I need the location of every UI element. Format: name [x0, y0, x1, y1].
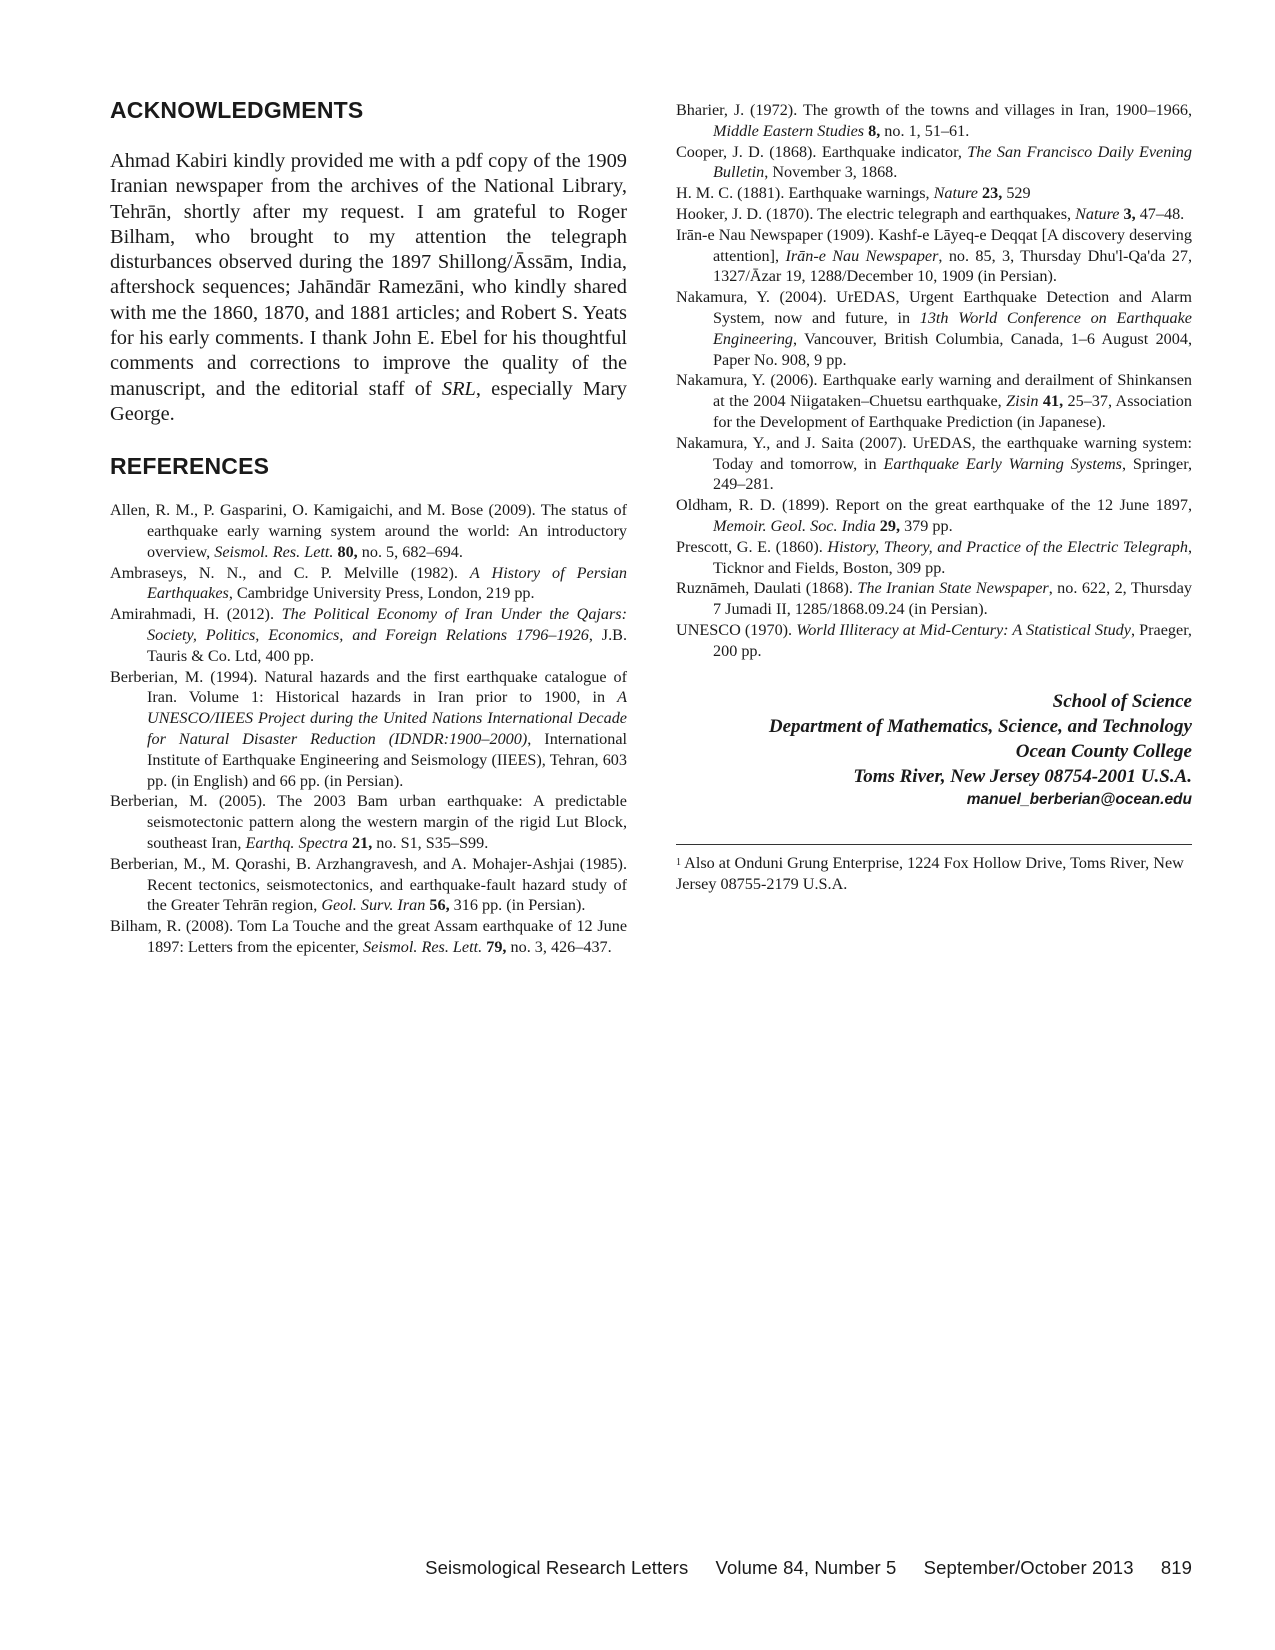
address-city: Toms River, New Jersey 08754-2001 U.S.A. — [853, 765, 1192, 787]
reference-entry: Amirahmadi, H. (2012). The Political Economy of Iran Under the Qajars: Society, Politics, Economics, and Foreign Relations 1796–1926, J.B. Tauris & Co. Ltd, 400 pp. — [110, 605, 627, 665]
address-college: Ocean County College — [1015, 740, 1192, 762]
reference-entry: Allen, R. M., P. Gasparini, O. Kamigaichi, and M. Bose (2009). The status of earthquake early warning system around the world: An introductory overview, Seismol. Res. Lett. 80, no. 5, 682–694. — [110, 501, 627, 561]
reference-entry: Prescott, G. E. (1860). History, Theory, and Practice of the Electric Telegraph, Ticknor and Fields, Boston, 309 pp. — [676, 537, 1193, 577]
reference-entry: Nakamura, Y. (2004). UrEDAS, Urgent Earthquake Detection and Alarm System, now and future, in 13th World Conference on Earthquake Engineering, Vancouver, British Columbia, Canada, 1–6 August 2004, Paper No. 908, 9 pp. — [676, 288, 1192, 369]
reference-entry: H. M. C. (1881). Earthquake warnings, Nature 23, 529 — [676, 184, 1031, 203]
footnote-divider — [676, 844, 1192, 845]
footer-journal-name: Seismological Research Letters — [425, 1557, 689, 1578]
author-address — [676, 689, 1192, 811]
page-footer — [425, 1557, 1192, 1579]
reference-entry: UNESCO (1970). World Illiteracy at Mid-Century: A Statistical Study, Praeger, 200 pp. — [676, 620, 1192, 660]
address-school: School of Science — [1052, 690, 1192, 712]
footnote — [676, 853, 1192, 895]
reference-list-left — [110, 500, 627, 958]
footnote-marker: 1 — [676, 856, 681, 868]
reference-entry: Ruznāmeh, Daulati (1868). The Iranian State Newspaper, no. 622, 2, Thursday 7 Jumadi II, 1285/1868.09.24 (in Persian). — [676, 579, 1192, 619]
reference-entry: Berberian, M., M. Qorashi, B. Arzhangravesh, and A. Mohajer-Ashjai (1985). Recent tectonics, seismotectonics, and earthquake-fault hazard study of the Greater Tehrān region, Geol. Surv. Iran 56, 316 pp. (in Persian). — [110, 854, 627, 915]
acknowledgments-paragraph: Ahmad Kabiri kindly provided me with a pdf copy of the 1909 Iranian newspaper from the archives of the National Library, Tehrān, shortly after my request. I am grateful to Roger Bilham, who brought to my attention the telegraph disturbances observed during the 1897 Shillong/Āssām, India, aftershock sequences; Jahāndār Ramezāni, who kindly shared with me the 1860, 1870, and 1881 articles; and Robert S. Yeats for his early comments. I thank John E. Ebel for his thoughtful comments and corrections to improve the quality of the manuscript, and the editorial staff of SRL, especially Mary George. — [110, 150, 628, 425]
acknowledgments-heading: ACKNOWLEDGMENTS — [110, 97, 364, 123]
reference-entry: Oldham, R. D. (1899). Report on the great earthquake of the 12 June 1897, Memoir. Geol. Soc. India 29, 379 pp. — [676, 496, 1192, 535]
author-email: manuel_berberian@ocean.edu — [966, 790, 1192, 808]
left-column — [110, 96, 627, 958]
references-heading: REFERENCES — [110, 453, 270, 480]
reference-list-right — [676, 100, 1192, 662]
reference-entry: Hooker, J. D. (1870). The electric telegraph and earthquakes, Nature 3, 47–48. — [676, 204, 1185, 223]
reference-entry: Bharier, J. (1972). The growth of the towns and villages in Iran, 1900–1966, Middle Eastern Studies 8, no. 1, 51–61. — [676, 101, 1192, 140]
footnote-text: Also at Onduni Grung Enterprise, 1224 Fox Hollow Drive, Toms River, New Jersey 08755-2179 U.S.A. — [676, 853, 1184, 893]
address-department: Department of Mathematics, Science, and Technology — [768, 715, 1192, 737]
reference-entry: Berberian, M. (2005). The 2003 Bam urban earthquake: A predictable seismotectonic pattern along the western margin of the rigid Lut Block, southeast Iran, Earthq. Spectra 21, no. S1, S35–S99. — [110, 792, 627, 853]
right-column — [676, 100, 1192, 895]
reference-entry: Berberian, M. (1994). Natural hazards and the first earthquake catalogue of Iran. Volume 1: Historical hazards in Iran prior to 1900, in A UNESCO/IIEES Project during the United Nations International Decade for Natural Disaster Reduction (IDNDR:1900–2000), International Institute of Earthquake Engineering and Seismology (IIEES), Tehran, 603 pp. (in English) and 66 pp. (in Persian). — [110, 667, 628, 790]
reference-entry: Nakamura, Y., and J. Saita (2007). UrEDAS, the earthquake warning system: Today and tomorrow, in Earthquake Early Warning Systems, Springer, 249–281. — [676, 433, 1192, 494]
footer-issue-date: September/October 2013 — [923, 1557, 1134, 1578]
reference-entry: Bilham, R. (2008). Tom La Touche and the great Assam earthquake of 12 June 1897: Letters from the epicenter, Seismol. Res. Lett. 79, no. 3, 426–437. — [110, 917, 627, 956]
reference-entry: Nakamura, Y. (2006). Earthquake early warning and derailment of Shinkansen at the 2004 Niigataken–Chuetsu earthquake, Zisin 41, 25–37, Association for the Development of Earthquake Prediction (in Japanese). — [676, 371, 1192, 431]
footer-volume: Volume 84, Number 5 — [715, 1557, 897, 1578]
reference-entry: Irān-e Nau Newspaper (1909). Kashf-e Lāyeq-e Deqqat [A discovery deserving attention], Irān-e Nau Newspaper, no. 85, 3, Thursday Dhu'l-Qa'da 27, 1327/Āzar 19, 1288/December 10, 1909 (in Persian). — [676, 225, 1193, 286]
footer-page-number: 819 — [1160, 1557, 1192, 1578]
reference-entry: Cooper, J. D. (1868). Earthquake indicator, The San Francisco Daily Evening Bulletin, November 3, 1868. — [676, 142, 1192, 182]
reference-entry: Ambraseys, N. N., and C. P. Melville (1982). A History of Persian Earthquakes, Cambridge University Press, London, 219 pp. — [110, 563, 628, 603]
